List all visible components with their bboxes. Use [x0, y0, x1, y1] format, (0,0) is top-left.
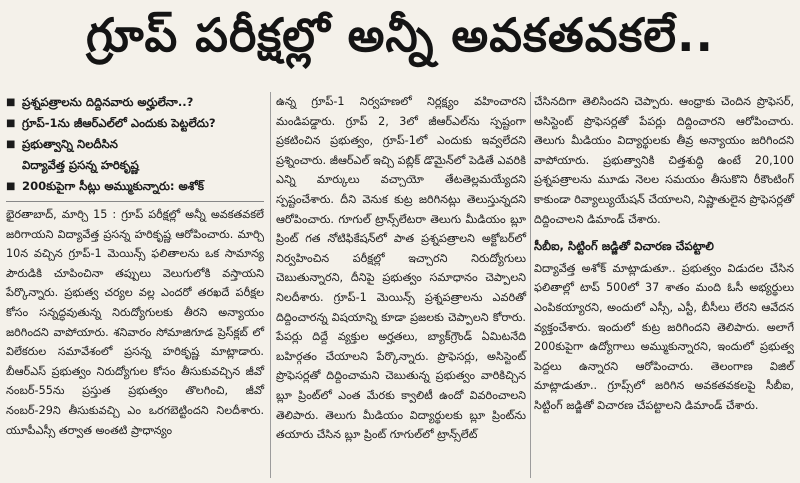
article-body: భైరతాబాద్, మార్చి 15 : గ్రూప్ పరీక్షల్లో అన్నీ అవకతవకలే జరిగాయని విద్యావేత్త ప్రసన్న హరికృష్ణ ఆరోపించారు. మార్చి 10న వచ్చిన గ్రూప్-1 మెయిన్స్ ఫలితాలను ఒక సామాన్య పౌరుడికి చూపించినా తప్పులు వెలుగులోకి వస్తాయని పేర్కొన్నారు. ప్రభుత్వ చర్యల వల్ల ఎందరో తరఖదే పరీక్షల కోసం సన్నద్ధవుతున్న నిరుద్యోగులకు తీరని అన్యాయం జరిగిందని వాపోయారు. శనివారం సోమాజిగూడ ప్రెస్‌క్లబ్ లో విలేకరుల సమావేశంలో ప్రసన్న హరికృష్ణ మాట్లాడారు. బీఆర్ఎస్ ప్రభుత్వం నిరుద్యోగుల కోసం తీసుకువచ్చిన జీవో నంబర్-55ను ప్రస్తుత ప్రభుత్వం తొలగించి, జీవో నంబర్-29ని తీసుకువచ్చి ఎం ఒరగబెట్టిందని నిలదీశారు. యూపీఎస్సీ తర్వాత అంతటి ప్రాధాన్యం — [6, 208, 264, 437]
column-rule — [270, 92, 271, 478]
divider — [6, 201, 264, 202]
subheading: సీబీఐ, సిట్టింగ్ జడ్జితో విచారణ చేపట్టాలి — [534, 239, 714, 254]
column-2 — [276, 92, 526, 445]
article-body: చేసినదిగా తెలిసిందని చెప్పారు. ఆంధ్రాకు చెందిన ప్రొఫెసర్, అసిస్టెంట్ ప్రొఫెసర్లతో పేపర్లు దిద్దించారని ఆరోపించారు. తెలుగు మీడియం విద్యార్థులకు తీవ్ర అన్యాయం జరిగిందని వాపోయారు. ప్రభుత్వానికి చిత్తశుద్ధి ఉంటే 20,100 ప్రశ్నపత్రాలను మూడు నెలల సమయం తీసుకొని రీకౌంటింగ్ కాకుండా రివ్యాల్యుయేషన్ చేయాలని, నిష్ణాతులైన ప్రొఫెసర్లతో దిద్దించాలని డిమాండ్ చేశారు. — [534, 95, 794, 226]
column-rule — [530, 92, 531, 478]
highlight-item: ■ గ్రూప్-1ను జీఆర్ఎల్‌లో ఎందుకు పెట్టలేదు? — [6, 113, 264, 134]
highlight-item: విద్యావేత్త ప్రసన్న హరికృష్ణ — [22, 158, 139, 172]
column-1 — [6, 92, 264, 440]
article-body: ఉన్న గ్రూప్-1 నిర్వహణలో నిర్లక్ష్యం వహించారని మండిపడ్డారు. గ్రూప్ 2, 3లో జీఆర్ఎల్‌ను స్పష్టంగా ప్రకటించిన ప్రభుత్వం, గ్రూప్-1లో ఎందుకు ఇవ్వలేదని ప్రశ్నించారు. జీఆర్ఎల్ ఇచ్చి పబ్లిక్ డొమైన్‌లో పెడితే ఎవరికి ఎన్ని మార్కులు వచ్చాయో తేటతెల్లమయ్యేదని స్పష్టంచేశారు. దీని వెనుక కుట్ర జరిగినట్లు తెలుస్తున్నదని ఆరోపించారు. గూగుల్ ట్రాన్స్‌లేటరా తెలుగు మీడియం బ్లూ ప్రింట్ గత నోటిఫికేషన్‌లో పాత ప్రశ్నపత్రాలని అక్టోబర్‌లో నిర్వహించిన పరీక్షల్లో ఇచ్చారని నిరుద్యోగులు చెబుతున్నారని, దీనిపై ప్రభుత్వం సమాధానం చెప్పాలని నిలదీశారు. గ్రూప్-1 మెయిన్స్ ప్రశ్నపత్రాలను ఎవరితో దిద్దించారన్న విషయాన్ని కూడా ప్రజలకు చెప్పాలని కోరారు. పేపర్లు దిద్దే వ్యక్తుల అర్హతలు, బ్యాక్‌గ్రౌండ్ ఏమిటనేది బహిర్గతం చేయాలని పేర్కొన్నారు. ప్రొఫెసర్లు, అసిస్టెంట్ ప్రొఫెసర్లతో దిద్దించామని చెబుతున్న ప్రభుత్వం వారికిచ్చిన బ్లూ ప్రింట్‌లో ఎంత మేరకు క్వాలిటీ ఉందో వివరించాలని తెలిపారు. తెలుగు మీడియం విద్యార్థులకు బ్లూ ప్రింట్‌ను తయారు చేసిన బ్లూ ప్రింట్ గూగుల్‌లో ట్రాన్స్‌లేట్ — [276, 95, 526, 442]
article-body: విద్యావేత్త అశోక్ మాట్లాడుతూ.. ప్రభుత్వం విడుదల చేసిన ఫలితాల్లో టాప్ 500లో 37 శాతం మంది ఓసీ అభ్యర్థులు ఎంపికయ్యారని, అందులో ఎస్సీ, ఎస్టీ, బీసీలు లేరని ఆవేదన వ్యక్తంచేశారు. ఇందులో కుట్ర జరిగిందని తెలిపారు. అలాగే 200కుపైగా ఉద్యోగాలు అమ్ముకున్నారని, ఇందులో ప్రభుత్వ పెద్దలు ఉన్నారని ఆరోపించారు. తెలంగాణ విజిల్ మాట్లాడుతూ.. గ్రూప్స్‌లో జరిగిన అవకతవకలపై సీబీఐ, సిట్టింగ్ జడ్జితో విచారణ చేపట్టాలని డిమాండ్ చేశారు. — [534, 261, 794, 412]
highlight-item: ■ 200కుపైగా సీట్లు అమ్ముకున్నారు: అశోక్ — [6, 176, 264, 197]
headline: గ్రూప్ పరీక్షల్లో అన్నీ అవకతవకలే.. — [86, 8, 714, 62]
column-3 — [534, 92, 794, 416]
highlights-list — [6, 92, 264, 197]
highlight-item: ■ ప్రశ్నపత్రాలను దిద్దినవారు అర్హులేనా..? — [6, 92, 264, 113]
highlight-item: ■ ప్రభుత్వాన్ని నిలదీసిన — [6, 134, 264, 155]
